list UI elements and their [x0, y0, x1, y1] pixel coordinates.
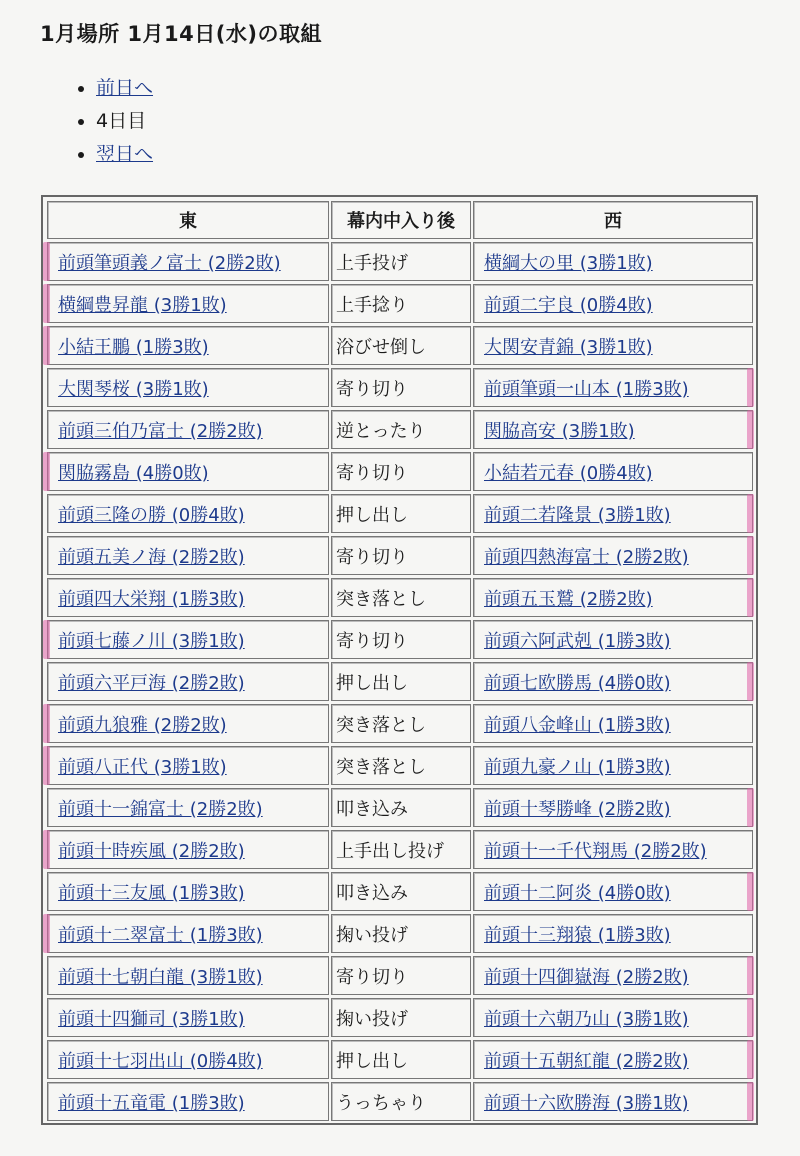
table-row [43, 578, 756, 617]
kimarite-cell: 突き落とし [331, 578, 471, 617]
east-cell [47, 620, 329, 659]
kimarite-cell: 叩き込み [331, 788, 471, 827]
west-wrestler-link[interactable]: 関脇高安 (3勝1敗) [484, 420, 635, 442]
kimarite-cell: 寄り切り [331, 368, 471, 407]
east-wrestler-link[interactable]: 前頭三伯乃富士 (2勝2敗) [58, 420, 263, 442]
highlight-mark [747, 872, 754, 911]
east-cell [47, 746, 329, 785]
west-cell [473, 284, 753, 323]
east-wrestler-link[interactable]: 大関琴桜 (3勝1敗) [58, 378, 209, 400]
east-cell [47, 242, 329, 281]
west-wrestler-link[interactable]: 前頭十六欧勝海 (3勝1敗) [484, 1092, 689, 1114]
west-wrestler-link[interactable]: 前頭十六朝乃山 (3勝1敗) [484, 1008, 689, 1030]
highlight-mark [43, 242, 50, 281]
table-row [43, 284, 756, 323]
kimarite-cell: 叩き込み [331, 872, 471, 911]
west-cell [473, 830, 753, 869]
table-row [43, 914, 756, 953]
east-cell [47, 452, 329, 491]
west-cell [473, 494, 753, 533]
west-cell [473, 452, 753, 491]
east-wrestler-link[interactable]: 前頭三隆の勝 (0勝4敗) [58, 504, 245, 526]
table-row [43, 1040, 756, 1079]
west-cell [473, 536, 753, 575]
table-row [43, 872, 756, 911]
highlight-mark [747, 998, 754, 1037]
west-wrestler-link[interactable]: 前頭九豪ノ山 (1勝3敗) [484, 756, 671, 778]
west-cell [473, 872, 753, 911]
west-wrestler-link[interactable]: 前頭七欧勝馬 (4勝0敗) [484, 672, 671, 694]
west-cell [473, 956, 753, 995]
west-cell [473, 326, 753, 365]
east-cell [47, 326, 329, 365]
east-wrestler-link[interactable]: 前頭四大栄翔 (1勝3敗) [58, 588, 245, 610]
west-cell [473, 746, 753, 785]
day-navigation [58, 72, 153, 171]
kimarite-cell: 逆とったり [331, 410, 471, 449]
table-row [43, 1082, 756, 1121]
kimarite-cell: 押し出し [331, 1040, 471, 1079]
east-wrestler-link[interactable]: 前頭十時疾風 (2勝2敗) [58, 840, 245, 862]
header-kimarite: 幕内中入り後 [331, 201, 471, 239]
highlight-mark [43, 914, 50, 953]
east-cell [47, 998, 329, 1037]
west-wrestler-link[interactable]: 前頭八金峰山 (1勝3敗) [484, 714, 671, 736]
highlight-mark [747, 788, 754, 827]
east-wrestler-link[interactable]: 前頭十四獅司 (3勝1敗) [58, 1008, 245, 1030]
kimarite-cell: 寄り切り [331, 620, 471, 659]
east-wrestler-link[interactable]: 関脇霧島 (4勝0敗) [58, 462, 209, 484]
nav-item-current [96, 105, 153, 138]
east-cell [47, 494, 329, 533]
highlight-mark [43, 284, 50, 323]
east-wrestler-link[interactable]: 前頭六平戸海 (2勝2敗) [58, 672, 245, 694]
west-cell [473, 662, 753, 701]
east-cell [47, 410, 329, 449]
west-cell [473, 1082, 753, 1121]
table-row [43, 494, 756, 533]
west-wrestler-link[interactable]: 前頭十一千代翔馬 (2勝2敗) [484, 840, 707, 862]
highlight-mark [747, 662, 754, 701]
table-row [43, 746, 756, 785]
kimarite-cell: 突き落とし [331, 704, 471, 743]
east-wrestler-link[interactable]: 前頭筆頭義ノ富士 (2勝2敗) [58, 252, 281, 274]
east-wrestler-link[interactable]: 前頭十一錦富士 (2勝2敗) [58, 798, 263, 820]
highlight-mark [747, 536, 754, 575]
east-cell [47, 536, 329, 575]
table-row [43, 536, 756, 575]
kimarite-cell: 寄り切り [331, 956, 471, 995]
table-row [43, 704, 756, 743]
table-row [43, 998, 756, 1037]
east-cell [47, 1040, 329, 1079]
next-day-link[interactable]: 翌日へ [96, 143, 154, 165]
west-wrestler-link[interactable]: 前頭十五朝紅龍 (2勝2敗) [484, 1050, 689, 1072]
east-cell [47, 704, 329, 743]
highlight-mark [747, 578, 754, 617]
nav-item-next [96, 138, 153, 171]
east-wrestler-link[interactable]: 前頭十二翠富士 (1勝3敗) [58, 924, 263, 946]
west-wrestler-link[interactable]: 前頭十二阿炎 (4勝0敗) [484, 882, 671, 904]
east-cell [47, 578, 329, 617]
highlight-mark [747, 1040, 754, 1079]
highlight-mark [43, 830, 50, 869]
kimarite-cell: 突き落とし [331, 746, 471, 785]
west-wrestler-link[interactable]: 前頭二若隆景 (3勝1敗) [484, 504, 671, 526]
west-wrestler-link[interactable]: 前頭十三翔猿 (1勝3敗) [484, 924, 671, 946]
table-row [43, 326, 756, 365]
west-cell [473, 914, 753, 953]
kimarite-cell: 掬い投げ [331, 914, 471, 953]
table-row [43, 368, 756, 407]
east-cell [47, 956, 329, 995]
west-cell [473, 1040, 753, 1079]
west-wrestler-link[interactable]: 前頭二宇良 (0勝4敗) [484, 294, 653, 316]
west-wrestler-link[interactable]: 小結若元春 (0勝4敗) [484, 462, 653, 484]
table-row [43, 620, 756, 659]
header-west: 西 [473, 201, 753, 239]
east-cell [47, 1082, 329, 1121]
bout-table [41, 195, 758, 1125]
east-wrestler-link[interactable]: 前頭五美ノ海 (2勝2敗) [58, 546, 245, 568]
east-cell [47, 788, 329, 827]
highlight-mark [43, 746, 50, 785]
east-cell [47, 662, 329, 701]
highlight-mark [747, 1082, 754, 1121]
kimarite-cell: 上手捻り [331, 284, 471, 323]
table-header-row [43, 201, 756, 239]
table-row [43, 830, 756, 869]
table-row [43, 410, 756, 449]
kimarite-cell: 上手投げ [331, 242, 471, 281]
nav-item-prev [96, 72, 153, 105]
west-wrestler-link[interactable]: 前頭筆頭一山本 (1勝3敗) [484, 378, 689, 400]
kimarite-cell: うっちゃり [331, 1082, 471, 1121]
east-wrestler-link[interactable]: 前頭十七朝白龍 (3勝1敗) [58, 966, 263, 988]
east-wrestler-link[interactable]: 前頭十七羽出山 (0勝4敗) [58, 1050, 263, 1072]
west-wrestler-link[interactable]: 前頭十四御嶽海 (2勝2敗) [484, 966, 689, 988]
highlight-mark [747, 956, 754, 995]
table-row [43, 788, 756, 827]
east-wrestler-link[interactable]: 小結王鵬 (1勝3敗) [58, 336, 209, 358]
kimarite-cell: 浴びせ倒し [331, 326, 471, 365]
west-cell [473, 620, 753, 659]
east-wrestler-link[interactable]: 前頭八正代 (3勝1敗) [58, 756, 227, 778]
highlight-mark [43, 326, 50, 365]
highlight-mark [43, 704, 50, 743]
east-cell [47, 368, 329, 407]
west-cell [473, 788, 753, 827]
east-cell [47, 914, 329, 953]
east-wrestler-link[interactable]: 前頭十三友風 (1勝3敗) [58, 882, 245, 904]
current-day-label: 4日目 [96, 110, 147, 132]
west-cell [473, 578, 753, 617]
west-cell [473, 998, 753, 1037]
west-cell [473, 368, 753, 407]
kimarite-cell: 寄り切り [331, 536, 471, 575]
highlight-mark [747, 494, 754, 533]
east-wrestler-link[interactable]: 前頭十五竜電 (1勝3敗) [58, 1092, 245, 1114]
highlight-mark [43, 620, 50, 659]
kimarite-cell: 押し出し [331, 494, 471, 533]
west-wrestler-link[interactable]: 横綱大の里 (3勝1敗) [484, 252, 653, 274]
page-title: 1月場所 1月14日(水)の取組 [40, 22, 322, 46]
east-wrestler-link[interactable]: 前頭九狼雅 (2勝2敗) [58, 714, 227, 736]
prev-day-link[interactable]: 前日へ [96, 77, 154, 99]
highlight-mark [43, 452, 50, 491]
kimarite-cell: 押し出し [331, 662, 471, 701]
west-cell [473, 410, 753, 449]
west-wrestler-link[interactable]: 大関安青錦 (3勝1敗) [484, 336, 653, 358]
kimarite-cell: 掬い投げ [331, 998, 471, 1037]
west-wrestler-link[interactable]: 前頭五玉鷲 (2勝2敗) [484, 588, 653, 610]
table-row [43, 242, 756, 281]
table-row [43, 956, 756, 995]
header-east: 東 [47, 201, 329, 239]
table-row [43, 662, 756, 701]
west-cell [473, 704, 753, 743]
highlight-mark [747, 410, 754, 449]
kimarite-cell: 寄り切り [331, 452, 471, 491]
kimarite-cell: 上手出し投げ [331, 830, 471, 869]
west-wrestler-link[interactable]: 前頭十琴勝峰 (2勝2敗) [484, 798, 671, 820]
east-cell [47, 284, 329, 323]
table-row [43, 452, 756, 491]
east-cell [47, 830, 329, 869]
west-wrestler-link[interactable]: 前頭六阿武剋 (1勝3敗) [484, 630, 671, 652]
east-cell [47, 872, 329, 911]
east-wrestler-link[interactable]: 横綱豊昇龍 (3勝1敗) [58, 294, 227, 316]
west-cell [473, 242, 753, 281]
east-wrestler-link[interactable]: 前頭七藤ノ川 (3勝1敗) [58, 630, 245, 652]
highlight-mark [747, 368, 754, 407]
west-wrestler-link[interactable]: 前頭四熱海富士 (2勝2敗) [484, 546, 689, 568]
